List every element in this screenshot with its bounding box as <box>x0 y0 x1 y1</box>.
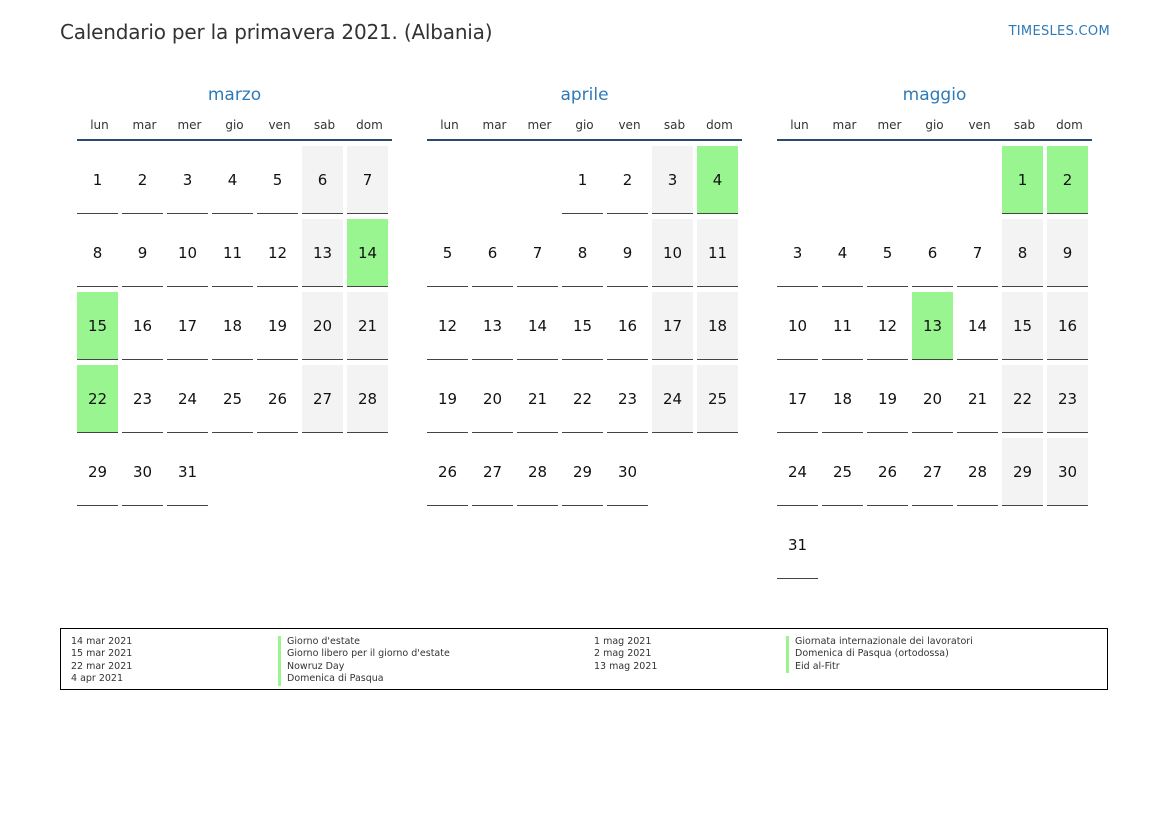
day-cell: 13 <box>472 292 513 360</box>
empty-cell <box>257 438 298 506</box>
legend-holiday-name: Nowruz Day <box>278 661 450 673</box>
holiday-day-cell: 2 <box>1047 146 1088 214</box>
week-row <box>427 365 742 438</box>
day-cell: 7 <box>517 219 558 287</box>
month-maggio <box>777 82 1092 584</box>
day-cell: 29 <box>562 438 603 506</box>
weekend-day-cell: 25 <box>697 365 738 433</box>
empty-cell <box>822 146 863 214</box>
week-row <box>77 365 392 438</box>
day-cell: 17 <box>167 292 208 360</box>
weekday-label: lun <box>440 118 459 132</box>
empty-cell <box>697 438 738 506</box>
legend-right-names <box>786 636 973 673</box>
empty-cell <box>912 146 953 214</box>
week-row <box>427 438 742 511</box>
day-cell: 23 <box>122 365 163 433</box>
weekday-header <box>77 112 392 141</box>
weekday-label: mar <box>832 118 857 132</box>
weekday-label: mer <box>877 118 902 132</box>
legend-holiday-name: Giornata internazionale dei lavoratori <box>786 636 973 648</box>
day-cell: 19 <box>867 365 908 433</box>
legend-holiday-name: Giorno d'estate <box>278 636 450 648</box>
day-cell: 16 <box>122 292 163 360</box>
day-cell: 9 <box>122 219 163 287</box>
weekend-day-cell: 20 <box>302 292 343 360</box>
weekday-label: mar <box>482 118 507 132</box>
day-cell: 5 <box>867 219 908 287</box>
day-cell: 31 <box>167 438 208 506</box>
day-cell: 19 <box>427 365 468 433</box>
weekday-label: dom <box>1056 118 1083 132</box>
weekend-day-cell: 7 <box>347 146 388 214</box>
week-row <box>777 146 1092 219</box>
weekend-day-cell: 15 <box>1002 292 1043 360</box>
legend-date: 4 apr 2021 <box>71 673 124 685</box>
month-marzo <box>77 82 392 511</box>
weekday-label: mer <box>177 118 202 132</box>
weekday-label: ven <box>618 118 641 132</box>
weekday-label: mer <box>527 118 552 132</box>
weekend-day-cell: 21 <box>347 292 388 360</box>
empty-cell <box>302 438 343 506</box>
weekend-day-cell: 16 <box>1047 292 1088 360</box>
day-cell: 24 <box>777 438 818 506</box>
weekday-label: dom <box>356 118 383 132</box>
legend-date: 22 mar 2021 <box>71 660 133 672</box>
day-cell: 8 <box>77 219 118 287</box>
legend-date: 13 mag 2021 <box>594 660 658 672</box>
week-row <box>777 219 1092 292</box>
day-cell: 21 <box>517 365 558 433</box>
holiday-day-cell: 14 <box>347 219 388 287</box>
weekday-label: lun <box>790 118 809 132</box>
holiday-legend <box>60 628 1108 690</box>
day-cell: 25 <box>212 365 253 433</box>
weekend-day-cell: 8 <box>1002 219 1043 287</box>
day-cell: 25 <box>822 438 863 506</box>
empty-cell <box>347 438 388 506</box>
day-cell: 27 <box>912 438 953 506</box>
weekend-day-cell: 29 <box>1002 438 1043 506</box>
day-cell: 3 <box>167 146 208 214</box>
day-cell: 14 <box>517 292 558 360</box>
weekday-label: ven <box>268 118 291 132</box>
weekday-label: sab <box>1013 118 1036 132</box>
week-row <box>77 438 392 511</box>
legend-left-dates <box>71 636 132 686</box>
day-cell: 24 <box>167 365 208 433</box>
site-link[interactable]: TIMESLES.COM <box>1008 24 1110 39</box>
day-cell: 6 <box>472 219 513 287</box>
day-cell: 5 <box>427 219 468 287</box>
day-cell: 19 <box>257 292 298 360</box>
weekend-day-cell: 11 <box>697 219 738 287</box>
day-cell: 3 <box>777 219 818 287</box>
weekday-header <box>777 112 1092 141</box>
day-cell: 8 <box>562 219 603 287</box>
week-row <box>77 292 392 365</box>
day-cell: 5 <box>257 146 298 214</box>
day-cell: 26 <box>867 438 908 506</box>
legend-holiday-name: Eid al-Fitr <box>786 661 973 673</box>
day-cell: 4 <box>212 146 253 214</box>
week-row <box>777 292 1092 365</box>
legend-holiday-name: Domenica di Pasqua (ortodossa) <box>786 648 973 660</box>
empty-cell <box>957 146 998 214</box>
weekend-day-cell: 28 <box>347 365 388 433</box>
day-cell: 11 <box>822 292 863 360</box>
day-cell: 16 <box>607 292 648 360</box>
month-title: maggio <box>902 85 967 105</box>
weekday-label: gio <box>225 118 244 132</box>
weekday-label: ven <box>968 118 991 132</box>
weekday-label: dom <box>706 118 733 132</box>
weekday-label: lun <box>90 118 109 132</box>
week-row <box>77 146 392 219</box>
day-cell: 14 <box>957 292 998 360</box>
day-cell: 9 <box>607 219 648 287</box>
day-cell: 31 <box>777 511 818 579</box>
weekend-day-cell: 6 <box>302 146 343 214</box>
day-cell: 2 <box>122 146 163 214</box>
weekend-day-cell: 22 <box>1002 365 1043 433</box>
day-cell: 11 <box>212 219 253 287</box>
weekend-day-cell: 27 <box>302 365 343 433</box>
legend-holiday-name: Giorno libero per il giorno d'estate <box>278 648 450 660</box>
weeks <box>777 146 1092 584</box>
legend-holiday-name: Domenica di Pasqua <box>278 673 450 685</box>
week-row <box>777 365 1092 438</box>
legend-right-dates <box>594 636 657 673</box>
weekend-day-cell: 10 <box>652 219 693 287</box>
empty-cell <box>777 146 818 214</box>
day-cell: 18 <box>822 365 863 433</box>
empty-cell <box>652 438 693 506</box>
week-row <box>427 292 742 365</box>
legend-date: 1 mag 2021 <box>594 636 652 647</box>
holiday-day-cell: 13 <box>912 292 953 360</box>
weeks <box>77 146 392 511</box>
weekday-label: gio <box>925 118 944 132</box>
weekend-day-cell: 30 <box>1047 438 1088 506</box>
empty-cell <box>912 511 953 579</box>
day-cell: 20 <box>912 365 953 433</box>
weekday-label: gio <box>575 118 594 132</box>
weekend-day-cell: 17 <box>652 292 693 360</box>
weekday-header <box>427 112 742 141</box>
empty-cell <box>867 511 908 579</box>
day-cell: 4 <box>822 219 863 287</box>
day-cell: 26 <box>427 438 468 506</box>
day-cell: 18 <box>212 292 253 360</box>
empty-cell <box>517 146 558 214</box>
legend-date: 15 mar 2021 <box>71 648 133 660</box>
day-cell: 27 <box>472 438 513 506</box>
empty-cell <box>1002 511 1043 579</box>
empty-cell <box>867 146 908 214</box>
day-cell: 30 <box>607 438 648 506</box>
day-cell: 12 <box>427 292 468 360</box>
empty-cell <box>957 511 998 579</box>
day-cell: 1 <box>77 146 118 214</box>
holiday-day-cell: 15 <box>77 292 118 360</box>
legend-date: 2 mag 2021 <box>594 648 652 660</box>
day-cell: 12 <box>257 219 298 287</box>
month-aprile <box>427 82 742 511</box>
empty-cell <box>427 146 468 214</box>
holiday-day-cell: 22 <box>77 365 118 433</box>
week-row <box>777 511 1092 584</box>
weekend-day-cell: 9 <box>1047 219 1088 287</box>
week-row <box>427 219 742 292</box>
weekday-label: sab <box>313 118 336 132</box>
empty-cell <box>212 438 253 506</box>
day-cell: 12 <box>867 292 908 360</box>
day-cell: 28 <box>517 438 558 506</box>
holiday-day-cell: 1 <box>1002 146 1043 214</box>
day-cell: 26 <box>257 365 298 433</box>
day-cell: 20 <box>472 365 513 433</box>
week-row <box>77 219 392 292</box>
day-cell: 7 <box>957 219 998 287</box>
week-row <box>777 438 1092 511</box>
page-title: Calendario per la primavera 2021. (Albania) <box>60 20 493 44</box>
legend-left-names <box>278 636 450 686</box>
day-cell: 1 <box>562 146 603 214</box>
empty-cell <box>1047 511 1088 579</box>
day-cell: 30 <box>122 438 163 506</box>
day-cell: 21 <box>957 365 998 433</box>
week-row <box>427 146 742 219</box>
day-cell: 17 <box>777 365 818 433</box>
month-title: marzo <box>207 85 262 105</box>
day-cell: 23 <box>607 365 648 433</box>
day-cell: 10 <box>777 292 818 360</box>
day-cell: 22 <box>562 365 603 433</box>
weekend-day-cell: 3 <box>652 146 693 214</box>
day-cell: 10 <box>167 219 208 287</box>
empty-cell <box>472 146 513 214</box>
empty-cell <box>822 511 863 579</box>
day-cell: 29 <box>77 438 118 506</box>
holiday-day-cell: 4 <box>697 146 738 214</box>
weeks <box>427 146 742 511</box>
weekday-label: sab <box>663 118 686 132</box>
day-cell: 2 <box>607 146 648 214</box>
month-title: aprile <box>560 85 609 105</box>
day-cell: 15 <box>562 292 603 360</box>
weekend-day-cell: 13 <box>302 219 343 287</box>
weekday-label: mar <box>132 118 157 132</box>
weekend-day-cell: 23 <box>1047 365 1088 433</box>
weekend-day-cell: 18 <box>697 292 738 360</box>
day-cell: 6 <box>912 219 953 287</box>
weekend-day-cell: 24 <box>652 365 693 433</box>
legend-date: 14 mar 2021 <box>71 636 133 647</box>
day-cell: 28 <box>957 438 998 506</box>
